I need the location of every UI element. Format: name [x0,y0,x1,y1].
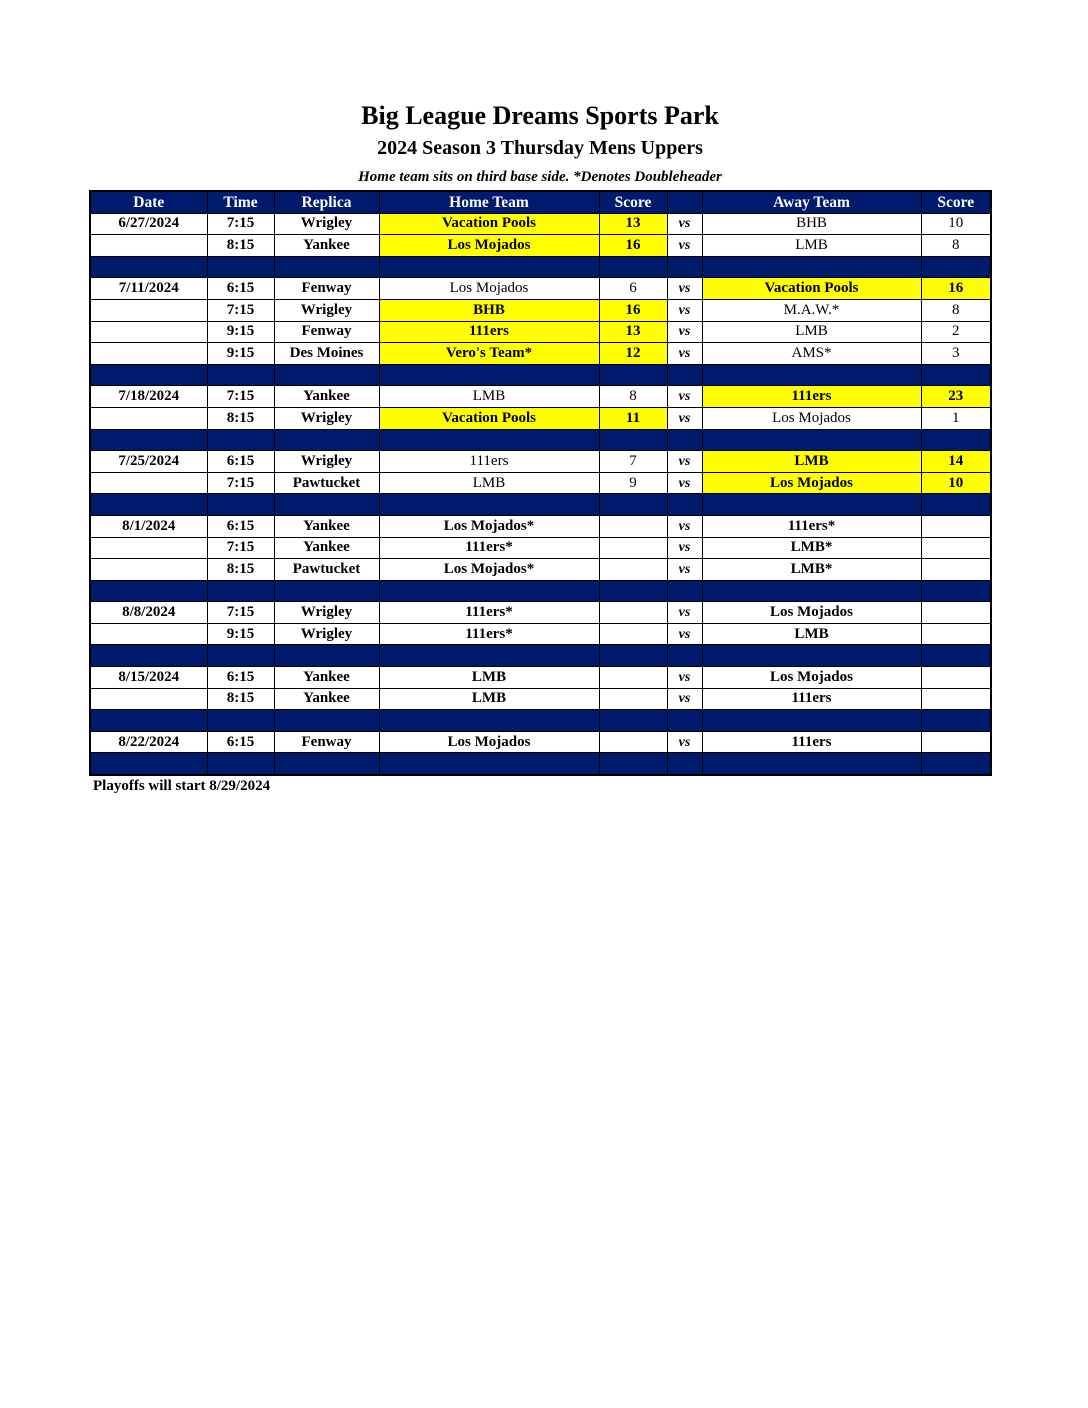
time-cell: 8:15 [207,688,274,710]
time-cell: 9:15 [207,343,274,365]
game-row [90,559,991,581]
home-score-cell: 16 [599,235,667,257]
header-home-score: Score [599,191,667,213]
home-score-cell [599,559,667,581]
game-row [90,623,991,645]
separator-cell [599,429,667,451]
separator-cell [274,494,379,516]
replica-cell: Wrigley [274,451,379,473]
schedule-table [89,190,992,776]
home-team-cell: LMB [379,667,599,689]
separator-cell [599,753,667,775]
away-score-cell: 8 [921,299,991,321]
separator-cell [90,364,207,386]
home-team-cell: 111ers [379,321,599,343]
week-separator [90,753,991,775]
separator-cell [702,645,921,667]
game-row [90,407,991,429]
date-cell [90,235,207,257]
header-home-team: Home Team [379,191,599,213]
away-team-cell: LMB* [702,559,921,581]
time-cell: 7:15 [207,213,274,235]
away-team-cell: LMB [702,451,921,473]
separator-cell [379,710,599,732]
home-team-cell: Los Mojados [379,731,599,753]
vs-cell: vs [667,299,702,321]
game-row [90,321,991,343]
vs-cell: vs [667,472,702,494]
separator-cell [207,580,274,602]
replica-cell: Yankee [274,667,379,689]
separator-cell [702,494,921,516]
home-team-cell: 111ers* [379,623,599,645]
time-cell: 6:15 [207,451,274,473]
playoffs-note: Playoffs will start 8/29/2024 [93,778,271,794]
separator-cell [667,429,702,451]
date-cell [90,688,207,710]
home-team-cell: Vero's Team* [379,343,599,365]
replica-cell: Yankee [274,386,379,408]
home-score-cell [599,515,667,537]
away-team-cell: LMB [702,321,921,343]
vs-cell: vs [667,213,702,235]
game-row [90,451,991,473]
header-replica: Replica [274,191,379,213]
game-row [90,472,991,494]
home-score-cell: 16 [599,299,667,321]
date-cell [90,472,207,494]
week-separator [90,580,991,602]
schedule-note: Home team sits on third base side. *Denotes Doubleheader [358,169,722,185]
replica-cell: Wrigley [274,299,379,321]
away-team-cell: BHB [702,213,921,235]
home-team-cell: Los Mojados* [379,559,599,581]
replica-cell: Wrigley [274,623,379,645]
away-team-cell: LMB* [702,537,921,559]
separator-cell [702,256,921,278]
replica-cell: Des Moines [274,343,379,365]
week-separator [90,429,991,451]
week-separator [90,364,991,386]
separator-cell [379,753,599,775]
time-cell: 6:15 [207,731,274,753]
separator-cell [379,364,599,386]
time-cell: 9:15 [207,321,274,343]
separator-cell [667,364,702,386]
vs-cell: vs [667,537,702,559]
page-subtitle: 2024 Season 3 Thursday Mens Uppers [377,137,703,159]
replica-cell: Yankee [274,235,379,257]
date-cell [90,343,207,365]
away-team-cell: 111ers [702,688,921,710]
table-header [90,191,991,213]
home-score-cell: 9 [599,472,667,494]
home-score-cell: 11 [599,407,667,429]
away-team-cell: AMS* [702,343,921,365]
date-cell [90,623,207,645]
separator-cell [207,710,274,732]
vs-cell: vs [667,731,702,753]
vs-cell: vs [667,407,702,429]
replica-cell: Fenway [274,321,379,343]
away-score-cell [921,602,991,624]
separator-cell [599,580,667,602]
vs-cell: vs [667,235,702,257]
separator-cell [90,256,207,278]
separator-cell [921,645,991,667]
separator-cell [90,710,207,732]
away-score-cell [921,731,991,753]
away-score-cell [921,623,991,645]
vs-cell: vs [667,602,702,624]
separator-cell [921,710,991,732]
time-cell: 9:15 [207,623,274,645]
away-score-cell [921,559,991,581]
home-team-cell: Los Mojados [379,235,599,257]
separator-cell [702,753,921,775]
home-score-cell [599,731,667,753]
away-score-cell [921,537,991,559]
game-row [90,515,991,537]
separator-cell [274,256,379,278]
date-cell: 8/8/2024 [90,602,207,624]
time-cell: 7:15 [207,386,274,408]
away-team-cell: Los Mojados [702,602,921,624]
week-separator [90,710,991,732]
game-row [90,731,991,753]
time-cell: 7:15 [207,602,274,624]
date-cell: 8/22/2024 [90,731,207,753]
away-score-cell [921,688,991,710]
separator-cell [274,580,379,602]
header-date: Date [90,191,207,213]
date-cell: 7/18/2024 [90,386,207,408]
separator-cell [667,256,702,278]
separator-cell [207,494,274,516]
away-score-cell: 10 [921,472,991,494]
vs-cell: vs [667,688,702,710]
time-cell: 6:15 [207,515,274,537]
time-cell: 8:15 [207,235,274,257]
away-score-cell: 10 [921,213,991,235]
date-cell [90,537,207,559]
separator-cell [599,364,667,386]
replica-cell: Fenway [274,278,379,300]
time-cell: 6:15 [207,667,274,689]
game-row [90,235,991,257]
replica-cell: Wrigley [274,213,379,235]
home-score-cell: 7 [599,451,667,473]
separator-cell [921,494,991,516]
schedule-body [90,213,991,775]
separator-cell [379,429,599,451]
home-team-cell: LMB [379,386,599,408]
replica-cell: Yankee [274,537,379,559]
home-score-cell: 12 [599,343,667,365]
date-cell [90,299,207,321]
separator-cell [90,580,207,602]
date-cell: 7/11/2024 [90,278,207,300]
home-team-cell: LMB [379,688,599,710]
separator-cell [379,256,599,278]
home-score-cell: 6 [599,278,667,300]
vs-cell: vs [667,386,702,408]
replica-cell: Yankee [274,688,379,710]
away-team-cell: LMB [702,235,921,257]
header-away-score: Score [921,191,991,213]
separator-cell [274,753,379,775]
separator-cell [90,753,207,775]
home-team-cell: 111ers [379,451,599,473]
separator-cell [667,494,702,516]
away-score-cell [921,667,991,689]
separator-cell [599,256,667,278]
date-cell: 7/25/2024 [90,451,207,473]
separator-cell [921,429,991,451]
separator-cell [667,710,702,732]
home-team-cell: 111ers* [379,537,599,559]
home-score-cell: 13 [599,213,667,235]
separator-cell [90,645,207,667]
vs-cell: vs [667,321,702,343]
week-separator [90,645,991,667]
away-score-cell: 2 [921,321,991,343]
home-score-cell [599,537,667,559]
game-row [90,667,991,689]
away-team-cell: 111ers [702,731,921,753]
home-score-cell: 13 [599,321,667,343]
date-cell [90,559,207,581]
separator-cell [207,753,274,775]
home-score-cell [599,667,667,689]
vs-cell: vs [667,278,702,300]
separator-cell [379,645,599,667]
date-cell: 8/1/2024 [90,515,207,537]
header-time: Time [207,191,274,213]
separator-cell [90,429,207,451]
page-title: Big League Dreams Sports Park [361,101,719,130]
away-score-cell [921,515,991,537]
date-cell: 8/15/2024 [90,667,207,689]
game-row [90,278,991,300]
header-away-team: Away Team [702,191,921,213]
replica-cell: Wrigley [274,407,379,429]
separator-cell [207,256,274,278]
separator-cell [599,494,667,516]
away-team-cell: Los Mojados [702,472,921,494]
home-team-cell: 111ers* [379,602,599,624]
separator-cell [702,429,921,451]
separator-cell [599,710,667,732]
separator-cell [599,645,667,667]
separator-cell [274,429,379,451]
away-score-cell: 14 [921,451,991,473]
home-team-cell: Vacation Pools [379,407,599,429]
replica-cell: Wrigley [274,602,379,624]
home-score-cell: 8 [599,386,667,408]
separator-cell [921,364,991,386]
separator-cell [667,753,702,775]
separator-cell [702,364,921,386]
separator-cell [90,494,207,516]
away-score-cell: 8 [921,235,991,257]
away-score-cell: 16 [921,278,991,300]
vs-cell: vs [667,343,702,365]
separator-cell [921,580,991,602]
away-team-cell: Vacation Pools [702,278,921,300]
separator-cell [207,645,274,667]
time-cell: 7:15 [207,537,274,559]
away-team-cell: M.A.W.* [702,299,921,321]
separator-cell [274,710,379,732]
away-score-cell: 23 [921,386,991,408]
separator-cell [207,364,274,386]
home-team-cell: Los Mojados [379,278,599,300]
vs-cell: vs [667,667,702,689]
game-row [90,213,991,235]
replica-cell: Pawtucket [274,559,379,581]
away-team-cell: 111ers* [702,515,921,537]
time-cell: 8:15 [207,559,274,581]
game-row [90,386,991,408]
separator-cell [667,580,702,602]
time-cell: 7:15 [207,472,274,494]
time-cell: 8:15 [207,407,274,429]
separator-cell [921,256,991,278]
date-cell: 6/27/2024 [90,213,207,235]
week-separator [90,256,991,278]
separator-cell [274,645,379,667]
vs-cell: vs [667,515,702,537]
separator-cell [702,710,921,732]
game-row [90,299,991,321]
separator-cell [921,753,991,775]
vs-cell: vs [667,623,702,645]
week-separator [90,494,991,516]
away-team-cell: Los Mojados [702,667,921,689]
home-team-cell: Los Mojados* [379,515,599,537]
separator-cell [667,645,702,667]
home-team-cell: BHB [379,299,599,321]
separator-cell [207,429,274,451]
date-cell [90,321,207,343]
home-score-cell [599,602,667,624]
home-team-cell: Vacation Pools [379,213,599,235]
game-row [90,537,991,559]
replica-cell: Fenway [274,731,379,753]
home-score-cell [599,623,667,645]
game-row [90,343,991,365]
home-score-cell [599,688,667,710]
game-row [90,688,991,710]
away-team-cell: Los Mojados [702,407,921,429]
vs-cell: vs [667,559,702,581]
game-row [90,602,991,624]
separator-cell [379,580,599,602]
home-team-cell: LMB [379,472,599,494]
away-team-cell: 111ers [702,386,921,408]
vs-cell: vs [667,451,702,473]
away-score-cell: 3 [921,343,991,365]
time-cell: 7:15 [207,299,274,321]
time-cell: 6:15 [207,278,274,300]
header-vs [667,191,702,213]
separator-cell [702,580,921,602]
date-cell [90,407,207,429]
separator-cell [274,364,379,386]
replica-cell: Pawtucket [274,472,379,494]
separator-cell [379,494,599,516]
away-team-cell: LMB [702,623,921,645]
away-score-cell: 1 [921,407,991,429]
replica-cell: Yankee [274,515,379,537]
